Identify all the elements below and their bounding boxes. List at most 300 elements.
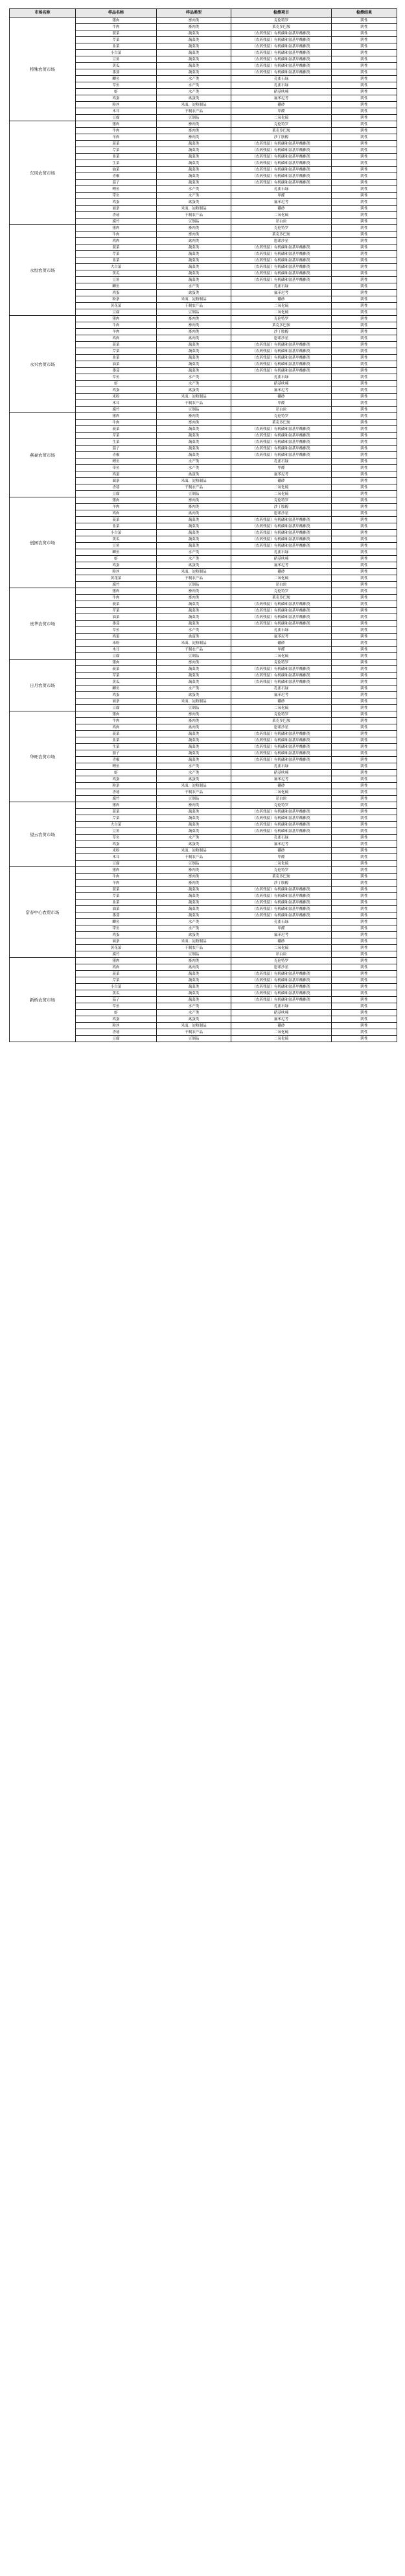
sample-type-cell: 畜肉类 — [157, 316, 231, 322]
market-name-cell: 日月农贸市场 — [10, 660, 76, 711]
market-name-cell: 创园农贸市场 — [10, 497, 76, 588]
test-result-cell: 阴性 — [332, 316, 397, 322]
test-result-cell: 阴性 — [332, 718, 397, 724]
sample-type-cell: 蔬菜类 — [157, 50, 231, 56]
sample-name-cell: 腐竹 — [76, 951, 157, 958]
sample-type-cell: 蔬菜类 — [157, 446, 231, 452]
test-item-cell: 恩诺沙星 — [231, 510, 332, 517]
test-item-cell: 孔雀石绿 — [231, 459, 332, 465]
test-item-cell: 二氧化硫 — [231, 491, 332, 497]
sample-type-cell: 蔬菜类 — [157, 257, 231, 264]
sample-name-cell: 虾 — [76, 770, 157, 776]
sample-type-cell: 禽蛋类 — [157, 199, 231, 206]
sample-name-cell: 小白菜 — [76, 984, 157, 990]
test-item-cell: （农药残留）有机磷和氨基甲酸酯类 — [231, 744, 332, 750]
test-result-cell: 阴性 — [332, 420, 397, 426]
sample-type-cell: 豆制品 — [157, 705, 231, 711]
test-result-cell: 阴性 — [332, 446, 397, 452]
test-result-cell: 阴性 — [332, 530, 397, 536]
sample-type-cell: 蔬菜类 — [157, 244, 231, 251]
sample-name-cell: 牛肉 — [76, 232, 157, 238]
sample-type-cell: 蔬菜类 — [157, 147, 231, 154]
sample-type-cell: 畜肉类 — [157, 595, 231, 601]
sample-type-cell: 蔬菜类 — [157, 160, 231, 167]
sample-type-cell: 蔬菜类 — [157, 536, 231, 543]
sample-type-cell: 蔬菜类 — [157, 887, 231, 893]
sample-name-cell: 腐竹 — [76, 582, 157, 588]
test-result-cell: 阴性 — [332, 698, 397, 705]
test-item-cell: 莱克多巴胺 — [231, 24, 332, 30]
test-item-cell: 沙丁胺醇 — [231, 880, 332, 887]
test-result-cell: 阴性 — [332, 251, 397, 257]
sample-name-cell: 鸡蛋 — [76, 932, 157, 938]
sample-type-cell: 蔬菜类 — [157, 893, 231, 900]
test-item-cell: （农药残留）有机磷和氨基甲酸酯类 — [231, 666, 332, 673]
sample-name-cell: 香菇 — [76, 789, 157, 796]
test-item-cell: 硝基呋喃 — [231, 89, 332, 95]
test-result-cell: 阴性 — [332, 355, 397, 361]
test-item-cell: 二氧化硫 — [231, 1036, 332, 1042]
sample-type-cell: 蔬菜类 — [157, 167, 231, 173]
test-result-cell: 阴性 — [332, 193, 397, 199]
test-result-cell: 阴性 — [332, 945, 397, 951]
sample-type-cell: 蔬菜类 — [157, 270, 231, 277]
market-name-cell: 贵华农贸市场 — [10, 588, 76, 660]
sample-name-cell: 茄子 — [76, 446, 157, 452]
test-result-cell: 阴性 — [332, 471, 397, 478]
test-item-cell: 氟苯尼考 — [231, 95, 332, 102]
test-item-cell: （农药残留）有机磷和氨基甲酸酯类 — [231, 452, 332, 459]
test-item-cell: 甲醛 — [231, 108, 332, 115]
test-result-cell: 阴性 — [332, 160, 397, 167]
test-result-cell: 阴性 — [332, 219, 397, 225]
sample-type-cell: 畜肉类 — [157, 225, 231, 232]
test-item-cell: 恩诺沙星 — [231, 964, 332, 971]
sample-type-cell: 蔬菜类 — [157, 997, 231, 1003]
sample-type-cell: 豆制品 — [157, 796, 231, 802]
test-result-cell: 阴性 — [332, 18, 397, 24]
test-item-cell: 孔雀石绿 — [231, 186, 332, 193]
sample-type-cell: 蔬菜类 — [157, 666, 231, 673]
sample-type-cell: 畜肉类 — [157, 18, 231, 24]
test-item-cell: （农药残留）有机磷和氨基甲酸酯类 — [231, 446, 332, 452]
sample-name-cell: 菠菜 — [76, 426, 157, 433]
test-item-cell: （农药残留）有机磷和氨基甲酸酯类 — [231, 530, 332, 536]
test-result-cell: 阴性 — [332, 50, 397, 56]
sample-type-cell: 水产类 — [157, 835, 231, 841]
sample-type-cell: 畜肉类 — [157, 420, 231, 426]
sample-name-cell: 韭菜 — [76, 737, 157, 744]
sample-type-cell: 禽蛋类 — [157, 1016, 231, 1023]
test-item-cell: （农药残留）有机磷和氨基甲酸酯类 — [231, 433, 332, 439]
sample-type-cell: 蔬菜类 — [157, 900, 231, 906]
sample-type-cell: 畜肉类 — [157, 134, 231, 141]
test-item-cell: 硼砂 — [231, 296, 332, 303]
sample-type-cell: 米面、淀粉制品 — [157, 1023, 231, 1029]
sample-name-cell: 米粉 — [76, 848, 157, 854]
sample-type-cell: 蔬菜类 — [157, 822, 231, 828]
test-item-cell: （农药残留）有机磷和氨基甲酸酯类 — [231, 912, 332, 919]
test-item-cell: 孔雀石绿 — [231, 627, 332, 634]
sample-name-cell: 米粉 — [76, 640, 157, 647]
test-item-cell: 吊白块 — [231, 951, 332, 958]
sample-name-cell: 豆腐 — [76, 309, 157, 316]
sample-name-cell: 香菇 — [76, 1029, 157, 1036]
test-result-cell: 阴性 — [332, 459, 397, 465]
test-result-cell: 阴性 — [332, 737, 397, 744]
test-item-cell: （农药残留）有机磷和氨基甲酸酯类 — [231, 822, 332, 828]
test-item-cell: （农药残留）有机磷和氨基甲酸酯类 — [231, 37, 332, 43]
test-item-cell: （农药残留）有机磷和氨基甲酸酯类 — [231, 517, 332, 523]
test-result-cell: 阴性 — [332, 951, 397, 958]
sample-name-cell: 芹菜 — [76, 147, 157, 154]
market-name-cell: 特殊农贸市场 — [10, 18, 76, 121]
sample-name-cell: 菠菜 — [76, 30, 157, 37]
sample-type-cell: 蔬菜类 — [157, 69, 231, 76]
test-item-cell: （农药残留）有机磷和氨基甲酸酯类 — [231, 536, 332, 543]
sample-name-cell: 猪肉 — [76, 497, 157, 504]
col-header-type: 样品类型 — [157, 9, 231, 18]
test-result-cell: 阴性 — [332, 919, 397, 925]
test-item-cell: 氟苯尼考 — [231, 387, 332, 394]
test-item-cell: （农药残留）有机磷和氨基甲酸酯类 — [231, 731, 332, 737]
test-item-cell: 孔雀石绿 — [231, 1003, 332, 1010]
sample-name-cell: 猪肉 — [76, 958, 157, 964]
test-result-cell: 阴性 — [332, 802, 397, 809]
sample-type-cell: 水产类 — [157, 925, 231, 932]
test-result-cell: 阴性 — [332, 763, 397, 770]
test-item-cell: （农药残留）有机磷和氨基甲酸酯类 — [231, 147, 332, 154]
test-result-cell: 阴性 — [332, 504, 397, 510]
sample-name-cell: 猪肉 — [76, 802, 157, 809]
sample-type-cell: 畜肉类 — [157, 232, 231, 238]
sample-type-cell: 禽蛋类 — [157, 387, 231, 394]
sample-name-cell: 菠菜 — [76, 731, 157, 737]
sample-type-cell: 水产类 — [157, 763, 231, 770]
test-result-cell: 阴性 — [332, 186, 397, 193]
test-result-cell: 阴性 — [332, 56, 397, 63]
test-result-cell: 阴性 — [332, 329, 397, 335]
test-item-cell: 沙丁胺醇 — [231, 504, 332, 510]
test-item-cell: 孔雀石绿 — [231, 82, 332, 89]
sample-name-cell: 粉条 — [76, 296, 157, 303]
test-result-cell: 阴性 — [332, 653, 397, 660]
test-item-cell: （农药残留）有机磷和氨基甲酸酯类 — [231, 523, 332, 530]
table-row — [10, 121, 397, 128]
test-item-cell: （农药残留）有机磷和氨基甲酸酯类 — [231, 173, 332, 180]
test-result-cell: 阴性 — [332, 971, 397, 977]
sample-name-cell: 草鱼 — [76, 835, 157, 841]
sample-name-cell: 牛肉 — [76, 595, 157, 601]
sample-type-cell: 干制农产品 — [157, 1029, 231, 1036]
test-result-cell: 阴性 — [332, 102, 397, 108]
sample-type-cell: 蔬菜类 — [157, 37, 231, 43]
test-item-cell: 甲醛 — [231, 193, 332, 199]
test-item-cell: （农药残留）有机磷和氨基甲酸酯类 — [231, 361, 332, 368]
sample-type-cell: 畜肉类 — [157, 504, 231, 510]
market-name-cell: 望云农贸市场 — [10, 802, 76, 867]
test-result-cell: 阴性 — [332, 601, 397, 608]
test-item-cell: 硼砂 — [231, 698, 332, 705]
test-result-cell: 阴性 — [332, 731, 397, 737]
sample-name-cell: 香菇 — [76, 212, 157, 219]
test-item-cell: 孔雀石绿 — [231, 549, 332, 556]
test-item-cell: 二氧化硫 — [231, 1029, 332, 1036]
sample-name-cell: 虾 — [76, 381, 157, 387]
test-item-cell: 甲醛 — [231, 854, 332, 861]
table-row — [10, 867, 397, 874]
sample-type-cell: 豆制品 — [157, 1036, 231, 1042]
test-item-cell: 莱克多巴胺 — [231, 595, 332, 601]
sample-name-cell: 番茄 — [76, 912, 157, 919]
sample-type-cell: 干制农产品 — [157, 945, 231, 951]
sample-type-cell: 米面、淀粉制品 — [157, 206, 231, 212]
sample-name-cell: 鸡蛋 — [76, 692, 157, 698]
sample-name-cell: 牛肉 — [76, 24, 157, 30]
test-item-cell: （农药残留）有机磷和氨基甲酸酯类 — [231, 887, 332, 893]
test-item-cell: 吊白块 — [231, 407, 332, 413]
sample-name-cell: 鸡肉 — [76, 238, 157, 244]
test-item-cell: 二氧化硫 — [231, 303, 332, 309]
test-result-cell: 阴性 — [332, 115, 397, 121]
market-name-cell: 燕豪农贸市场 — [10, 413, 76, 497]
sample-name-cell: 羊肉 — [76, 504, 157, 510]
test-result-cell: 阴性 — [332, 1023, 397, 1029]
sample-name-cell: 羊肉 — [76, 329, 157, 335]
test-item-cell: （农药残留）有机磷和氨基甲酸酯类 — [231, 757, 332, 763]
test-result-cell: 阴性 — [332, 244, 397, 251]
market-name-cell: 常春中心农贸市场 — [10, 867, 76, 958]
sample-name-cell: 鸡蛋 — [76, 841, 157, 848]
col-header-sample: 样品名称 — [76, 9, 157, 18]
test-item-cell: 氟苯尼考 — [231, 776, 332, 783]
test-item-cell: 莱克多巴胺 — [231, 128, 332, 134]
test-result-cell: 阴性 — [332, 180, 397, 186]
sample-type-cell: 豆制品 — [157, 407, 231, 413]
test-item-cell: （农药残留）有机磷和氨基甲酸酯类 — [231, 63, 332, 69]
test-item-cell: 甲醛 — [231, 925, 332, 932]
sample-type-cell: 蔬菜类 — [157, 601, 231, 608]
sample-name-cell: 粉丝 — [76, 102, 157, 108]
sample-type-cell: 蔬菜类 — [157, 361, 231, 368]
sample-name-cell: 小白菜 — [76, 530, 157, 536]
test-item-cell: （农药残留）有机磷和氨基甲酸酯类 — [231, 56, 332, 63]
sample-type-cell: 豆制品 — [157, 861, 231, 867]
sample-name-cell: 芹菜 — [76, 673, 157, 679]
sample-name-cell: 牛肉 — [76, 874, 157, 880]
test-item-cell: 沙丁胺醇 — [231, 329, 332, 335]
sample-name-cell: 面条 — [76, 698, 157, 705]
sample-name-cell: 猪肉 — [76, 588, 157, 595]
test-result-cell: 阴性 — [332, 692, 397, 698]
sample-name-cell: 草鱼 — [76, 1003, 157, 1010]
sample-type-cell: 豆制品 — [157, 219, 231, 225]
table-body — [10, 18, 397, 1042]
test-item-cell: 氟苯尼考 — [231, 692, 332, 698]
sample-name-cell: 虾 — [76, 1010, 157, 1016]
sample-type-cell: 蔬菜类 — [157, 543, 231, 549]
sample-type-cell: 蔬菜类 — [157, 737, 231, 744]
test-result-cell: 阴性 — [332, 686, 397, 692]
test-item-cell: （农药残留）有机磷和氨基甲酸酯类 — [231, 977, 332, 984]
sample-name-cell: 木耳 — [76, 400, 157, 407]
test-item-cell: 二氧化硫 — [231, 484, 332, 491]
sample-name-cell: 芹菜 — [76, 348, 157, 355]
test-result-cell: 阴性 — [332, 277, 397, 283]
test-result-cell: 阴性 — [332, 121, 397, 128]
test-item-cell: 硝基呋喃 — [231, 1010, 332, 1016]
sample-name-cell: 带鱼 — [76, 925, 157, 932]
sample-name-cell: 生菜 — [76, 160, 157, 167]
sample-name-cell: 菠菜 — [76, 809, 157, 815]
test-item-cell: （农药残留）有机磷和氨基甲酸酯类 — [231, 828, 332, 835]
sample-type-cell: 蔬菜类 — [157, 530, 231, 536]
sample-type-cell: 蔬菜类 — [157, 517, 231, 523]
sample-type-cell: 蔬菜类 — [157, 433, 231, 439]
market-name-cell: 东风农贸市场 — [10, 121, 76, 225]
sample-type-cell: 米面、淀粉制品 — [157, 938, 231, 945]
sample-type-cell: 禽肉类 — [157, 335, 231, 342]
test-item-cell: 硼砂 — [231, 848, 332, 854]
sample-name-cell: 面条 — [76, 938, 157, 945]
sample-type-cell: 干制农产品 — [157, 575, 231, 582]
sample-type-cell: 畜肉类 — [157, 413, 231, 420]
test-item-cell: 吊白块 — [231, 582, 332, 588]
sample-type-cell: 畜肉类 — [157, 128, 231, 134]
sample-name-cell: 草鱼 — [76, 82, 157, 89]
sample-type-cell: 蔬菜类 — [157, 523, 231, 530]
sample-name-cell: 鸡蛋 — [76, 95, 157, 102]
sample-type-cell: 米面、淀粉制品 — [157, 698, 231, 705]
test-item-cell: （农药残留）有机磷和氨基甲酸酯类 — [231, 50, 332, 56]
test-item-cell: （农药残留）有机磷和氨基甲酸酯类 — [231, 990, 332, 997]
test-result-cell: 阴性 — [332, 43, 397, 50]
sample-type-cell: 水产类 — [157, 76, 231, 82]
sample-name-cell: 茄子 — [76, 750, 157, 757]
test-item-cell: （农药残留）有机磷和氨基甲酸酯类 — [231, 900, 332, 906]
test-result-cell: 阴性 — [332, 387, 397, 394]
test-result-cell: 阴性 — [332, 264, 397, 270]
test-result-cell: 阴性 — [332, 413, 397, 420]
sample-type-cell: 蔬菜类 — [157, 750, 231, 757]
test-result-cell: 阴性 — [332, 95, 397, 102]
sample-type-cell: 禽蛋类 — [157, 841, 231, 848]
sample-type-cell: 蔬菜类 — [157, 30, 231, 37]
sample-type-cell: 水产类 — [157, 1003, 231, 1010]
sample-name-cell: 油菜 — [76, 167, 157, 173]
sample-type-cell: 蔬菜类 — [157, 679, 231, 686]
sample-name-cell: 芹菜 — [76, 893, 157, 900]
sample-name-cell: 鸡蛋 — [76, 290, 157, 296]
test-item-cell: 甲醛 — [231, 465, 332, 471]
sample-name-cell: 木耳 — [76, 854, 157, 861]
sample-name-cell: 羊肉 — [76, 880, 157, 887]
report-sheet — [9, 8, 397, 1042]
test-result-cell: 阴性 — [332, 206, 397, 212]
sample-name-cell: 腐竹 — [76, 407, 157, 413]
sample-type-cell: 水产类 — [157, 1010, 231, 1016]
sample-name-cell: 韭菜 — [76, 43, 157, 50]
test-item-cell: 孔雀石绿 — [231, 374, 332, 381]
test-result-cell: 阴性 — [332, 24, 397, 30]
test-item-cell: （农药残留）有机磷和氨基甲酸酯类 — [231, 342, 332, 348]
sample-name-cell: 牛肉 — [76, 420, 157, 426]
test-item-cell: 硼砂 — [231, 394, 332, 400]
sample-type-cell: 蔬菜类 — [157, 673, 231, 679]
test-result-cell: 阴性 — [332, 30, 397, 37]
test-item-cell: 二氧化硫 — [231, 861, 332, 867]
sample-name-cell: 鸡肉 — [76, 510, 157, 517]
test-item-cell: 克伦特罗 — [231, 413, 332, 420]
test-result-cell: 阴性 — [332, 627, 397, 634]
test-result-cell: 阴性 — [332, 232, 397, 238]
test-result-cell: 阴性 — [332, 938, 397, 945]
test-result-cell: 阴性 — [332, 173, 397, 180]
test-result-cell: 阴性 — [332, 1003, 397, 1010]
sample-name-cell: 虾 — [76, 89, 157, 95]
test-result-cell: 阴性 — [332, 89, 397, 95]
sample-name-cell: 猪肉 — [76, 711, 157, 718]
table-row — [10, 958, 397, 964]
table-row — [10, 413, 397, 420]
test-result-cell: 阴性 — [332, 640, 397, 647]
table-row — [10, 588, 397, 595]
test-item-cell: 莱克多巴胺 — [231, 874, 332, 880]
sample-name-cell: 鸡蛋 — [76, 776, 157, 783]
sample-name-cell: 猪肉 — [76, 121, 157, 128]
sample-type-cell: 米面、淀粉制品 — [157, 848, 231, 854]
test-item-cell: （农药残留）有机磷和氨基甲酸酯类 — [231, 264, 332, 270]
sample-name-cell: 黄瓜 — [76, 270, 157, 277]
test-item-cell: （农药残留）有机磷和氨基甲酸酯类 — [231, 608, 332, 614]
test-item-cell: 二氧化硫 — [231, 945, 332, 951]
sample-name-cell: 生菜 — [76, 744, 157, 750]
test-item-cell: 克伦特罗 — [231, 958, 332, 964]
sample-name-cell: 鲤鱼 — [76, 763, 157, 770]
test-result-cell: 阴性 — [332, 848, 397, 854]
test-item-cell: 克伦特罗 — [231, 711, 332, 718]
test-result-cell: 阴性 — [332, 400, 397, 407]
test-result-cell: 阴性 — [332, 361, 397, 368]
sample-name-cell: 鸡蛋 — [76, 387, 157, 394]
test-result-cell: 阴性 — [332, 634, 397, 640]
test-item-cell: （农药残留）有机磷和氨基甲酸酯类 — [231, 251, 332, 257]
test-result-cell: 阴性 — [332, 569, 397, 575]
sample-type-cell: 蔬菜类 — [157, 426, 231, 433]
test-item-cell: 恩诺沙星 — [231, 335, 332, 342]
test-result-cell: 阴性 — [332, 796, 397, 802]
test-result-cell: 阴性 — [332, 465, 397, 471]
sample-type-cell: 畜肉类 — [157, 880, 231, 887]
sample-type-cell: 禽蛋类 — [157, 95, 231, 102]
sample-name-cell: 面条 — [76, 478, 157, 484]
sample-name-cell: 油菜 — [76, 361, 157, 368]
test-item-cell: （农药残留）有机磷和氨基甲酸酯类 — [231, 906, 332, 912]
test-item-cell: （农药残留）有机磷和氨基甲酸酯类 — [231, 439, 332, 446]
test-result-cell: 阴性 — [332, 757, 397, 763]
test-result-cell: 阴性 — [332, 134, 397, 141]
test-item-cell: （农药残留）有机磷和氨基甲酸酯类 — [231, 368, 332, 374]
test-item-cell: 硝基呋喃 — [231, 381, 332, 387]
test-result-cell: 阴性 — [332, 63, 397, 69]
test-result-cell: 阴性 — [332, 861, 397, 867]
sample-type-cell: 干制农产品 — [157, 400, 231, 407]
table-row — [10, 497, 397, 504]
sample-type-cell: 干制农产品 — [157, 484, 231, 491]
test-result-cell: 阴性 — [332, 925, 397, 932]
sample-name-cell: 青椒 — [76, 757, 157, 763]
sample-name-cell: 大白菜 — [76, 264, 157, 270]
